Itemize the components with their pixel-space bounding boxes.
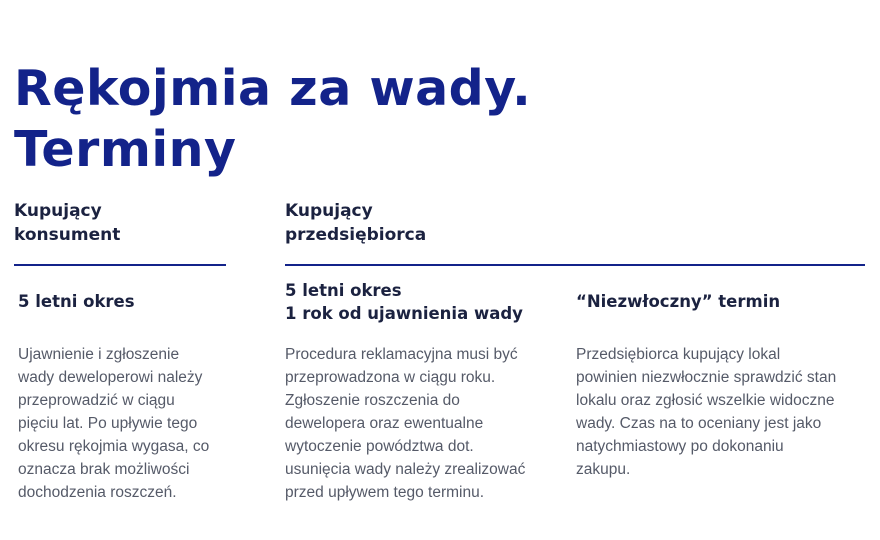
subtitle-entrepreneur [285, 279, 523, 325]
body-consumer [18, 343, 268, 504]
column-header-consumer-line-1: Kupujący [14, 201, 102, 221]
body-line: pięciu lat. Po upływie tego [18, 415, 198, 432]
body-line: oznacza brak możliwości [18, 461, 190, 478]
column-header-entrepreneur-line-2: przedsiębiorca [285, 225, 427, 245]
body-line: natychmiastowy po dokonaniu [576, 438, 784, 455]
body-line: dochodzenia roszczeń. [18, 484, 177, 501]
body-line: zakupu. [576, 461, 631, 478]
title-line-2: Terminy [14, 121, 237, 178]
subtitle-entrepreneur-line-1: 5 letni okres [285, 281, 402, 300]
body-line: wytoczenie powództwa dot. [285, 438, 474, 455]
body-line: przeprowadzić w ciągu [18, 392, 175, 409]
column-header-consumer-line-2: konsument [14, 225, 121, 245]
column-header-entrepreneur-line-1: Kupujący [285, 201, 373, 221]
body-line: wady deweloperowi należy [18, 369, 203, 386]
column-header-consumer [14, 199, 120, 247]
body-line: przeprowadzona w ciągu roku. [285, 369, 496, 386]
subtitle-entrepreneur-line-2: 1 rok od ujawnienia wady [285, 304, 523, 323]
body-line: przed upływem tego terminu. [285, 484, 485, 501]
page-title [14, 58, 531, 180]
body-line: wady. Czas na to oceniany jest jako [576, 415, 822, 432]
column-header-entrepreneur [285, 199, 426, 247]
body-line: Procedura reklamacyjna musi być [285, 346, 518, 363]
body-line: lokalu oraz zgłosić wszelkie widoczne [576, 392, 835, 409]
column-divider-entrepreneur [285, 264, 865, 266]
subtitle-immediate-term: “Niezwłoczny” termin [576, 292, 781, 311]
body-line: okresu rękojmia wygasa, co [18, 438, 210, 455]
subtitle-consumer: 5 letni okres [18, 292, 135, 311]
body-line: dewelopera oraz ewentualne [285, 415, 484, 432]
body-line: powinien niezwłocznie sprawdzić stan [576, 369, 837, 386]
body-line: Ujawnienie i zgłoszenie [18, 346, 180, 363]
body-line: Zgłoszenie roszczenia do [285, 392, 460, 409]
body-line: usunięcia wady należy zrealizować [285, 461, 526, 478]
column-divider-consumer [14, 264, 226, 266]
title-line-1: Rękojmia za wady. [14, 60, 532, 117]
body-line: Przedsiębiorca kupujący lokal [576, 346, 781, 363]
body-immediate-term [576, 343, 871, 481]
body-entrepreneur [285, 343, 565, 504]
